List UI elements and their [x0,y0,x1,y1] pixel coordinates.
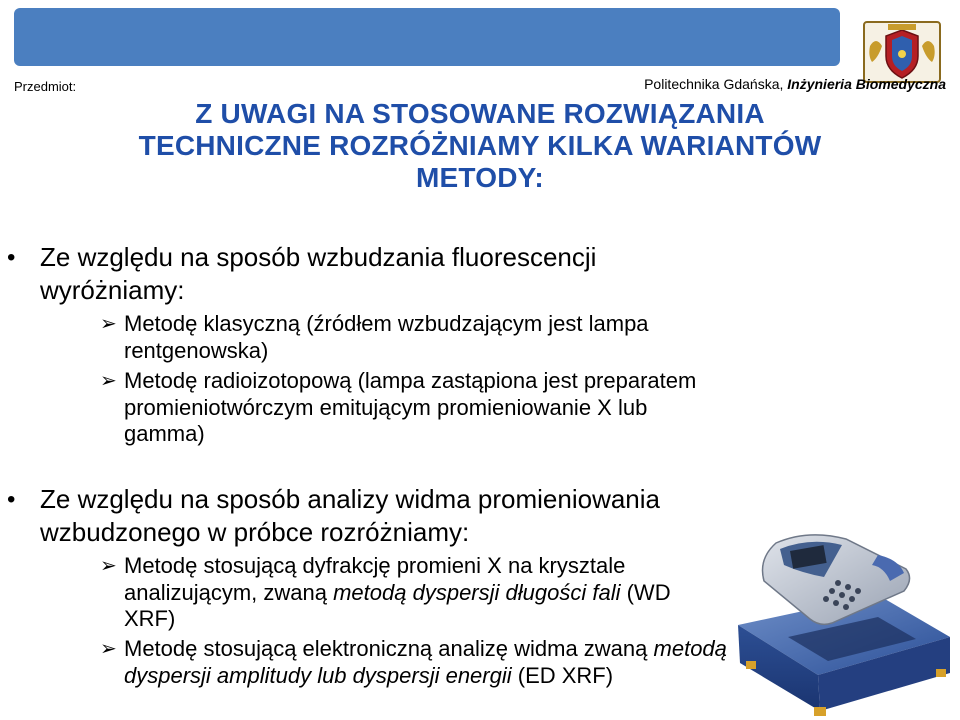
bullet-dot-icon: • [7,486,16,513]
sub-item-4 [100,636,727,689]
sub3-line-2 [124,580,671,607]
sub1-line-2: rentgenowska) [124,337,269,363]
arrow-bullet-icon: ➢ [100,313,117,335]
arrow-bullet-icon: ➢ [100,370,117,392]
university-name [644,76,946,92]
arrow-bullet-icon: ➢ [100,638,117,660]
sub4-line-2 [124,663,727,690]
sub-item-3 [100,553,671,633]
sub1-line-1: Metodę klasyczną (źródłem wzbudzającym jest lampa [124,311,649,336]
sub3-line-2-normal: analizującym, zwaną [124,579,334,605]
section1-line-1: Ze względu na sposób wzbudzania fluorescencji [40,242,597,272]
sub4-line-1-normal: Metodę stosującą elektroniczną analizę widma zwaną [124,636,654,661]
subject-label: Przedmiot: [14,79,77,94]
sub2-line-1: Metodę radioizotopową (lampa zastąpiona jest preparatem [124,368,697,393]
title-line-1: Z UWAGI NA STOSOWANE ROZWIĄZANIA [195,98,765,129]
section2-line-1: Ze względu na sposób analizy widma promieniowania [40,484,661,514]
slide-title [40,98,920,194]
title-line-2: TECHNICZNE ROZRÓŻNIAMY KILKA WARIANTÓW [138,130,822,161]
sub2-line-2: promieniotwórczym emitującym promieniowanie X lub [124,394,648,420]
arrow-bullet-icon: ➢ [100,555,117,577]
sub-item-2 [100,368,697,448]
bullet-dot-icon: • [7,244,16,271]
bullet-section-2 [7,483,661,549]
section2-line-2: wzbudzonego w próbce rozróżniamy: [40,517,470,547]
sub3-line-1: Metodę stosującą dyfrakcję promieni X na krysztale [124,553,626,578]
sub4-line-1-italic: metodą [653,636,727,661]
sub2-line-3: gamma) [124,421,205,446]
sub3-line-2-italic: metodą dyspersji długości fali [333,579,621,605]
sub-item-1 [100,311,649,364]
sub3-line-2-tail: (WD [620,579,671,605]
bullet-section-1 [7,241,597,307]
faculty-text: Inżynieria Biomedyczna [787,76,946,92]
xrf-spectrometer-icon [728,525,953,720]
title-line-3: METODY: [416,162,544,193]
sub4-line-2-tail: (ED XRF) [511,662,614,688]
sub4-line-2-italic: dyspersji amplitudy lub dyspersji energii [124,662,512,688]
sub3-line-3: XRF) [124,606,176,631]
header-banner [14,8,840,66]
sub4-line-1 [124,636,727,663]
university-text: Politechnika Gdańska, [644,76,788,92]
section1-line-2: wyróżniamy: [40,275,185,305]
